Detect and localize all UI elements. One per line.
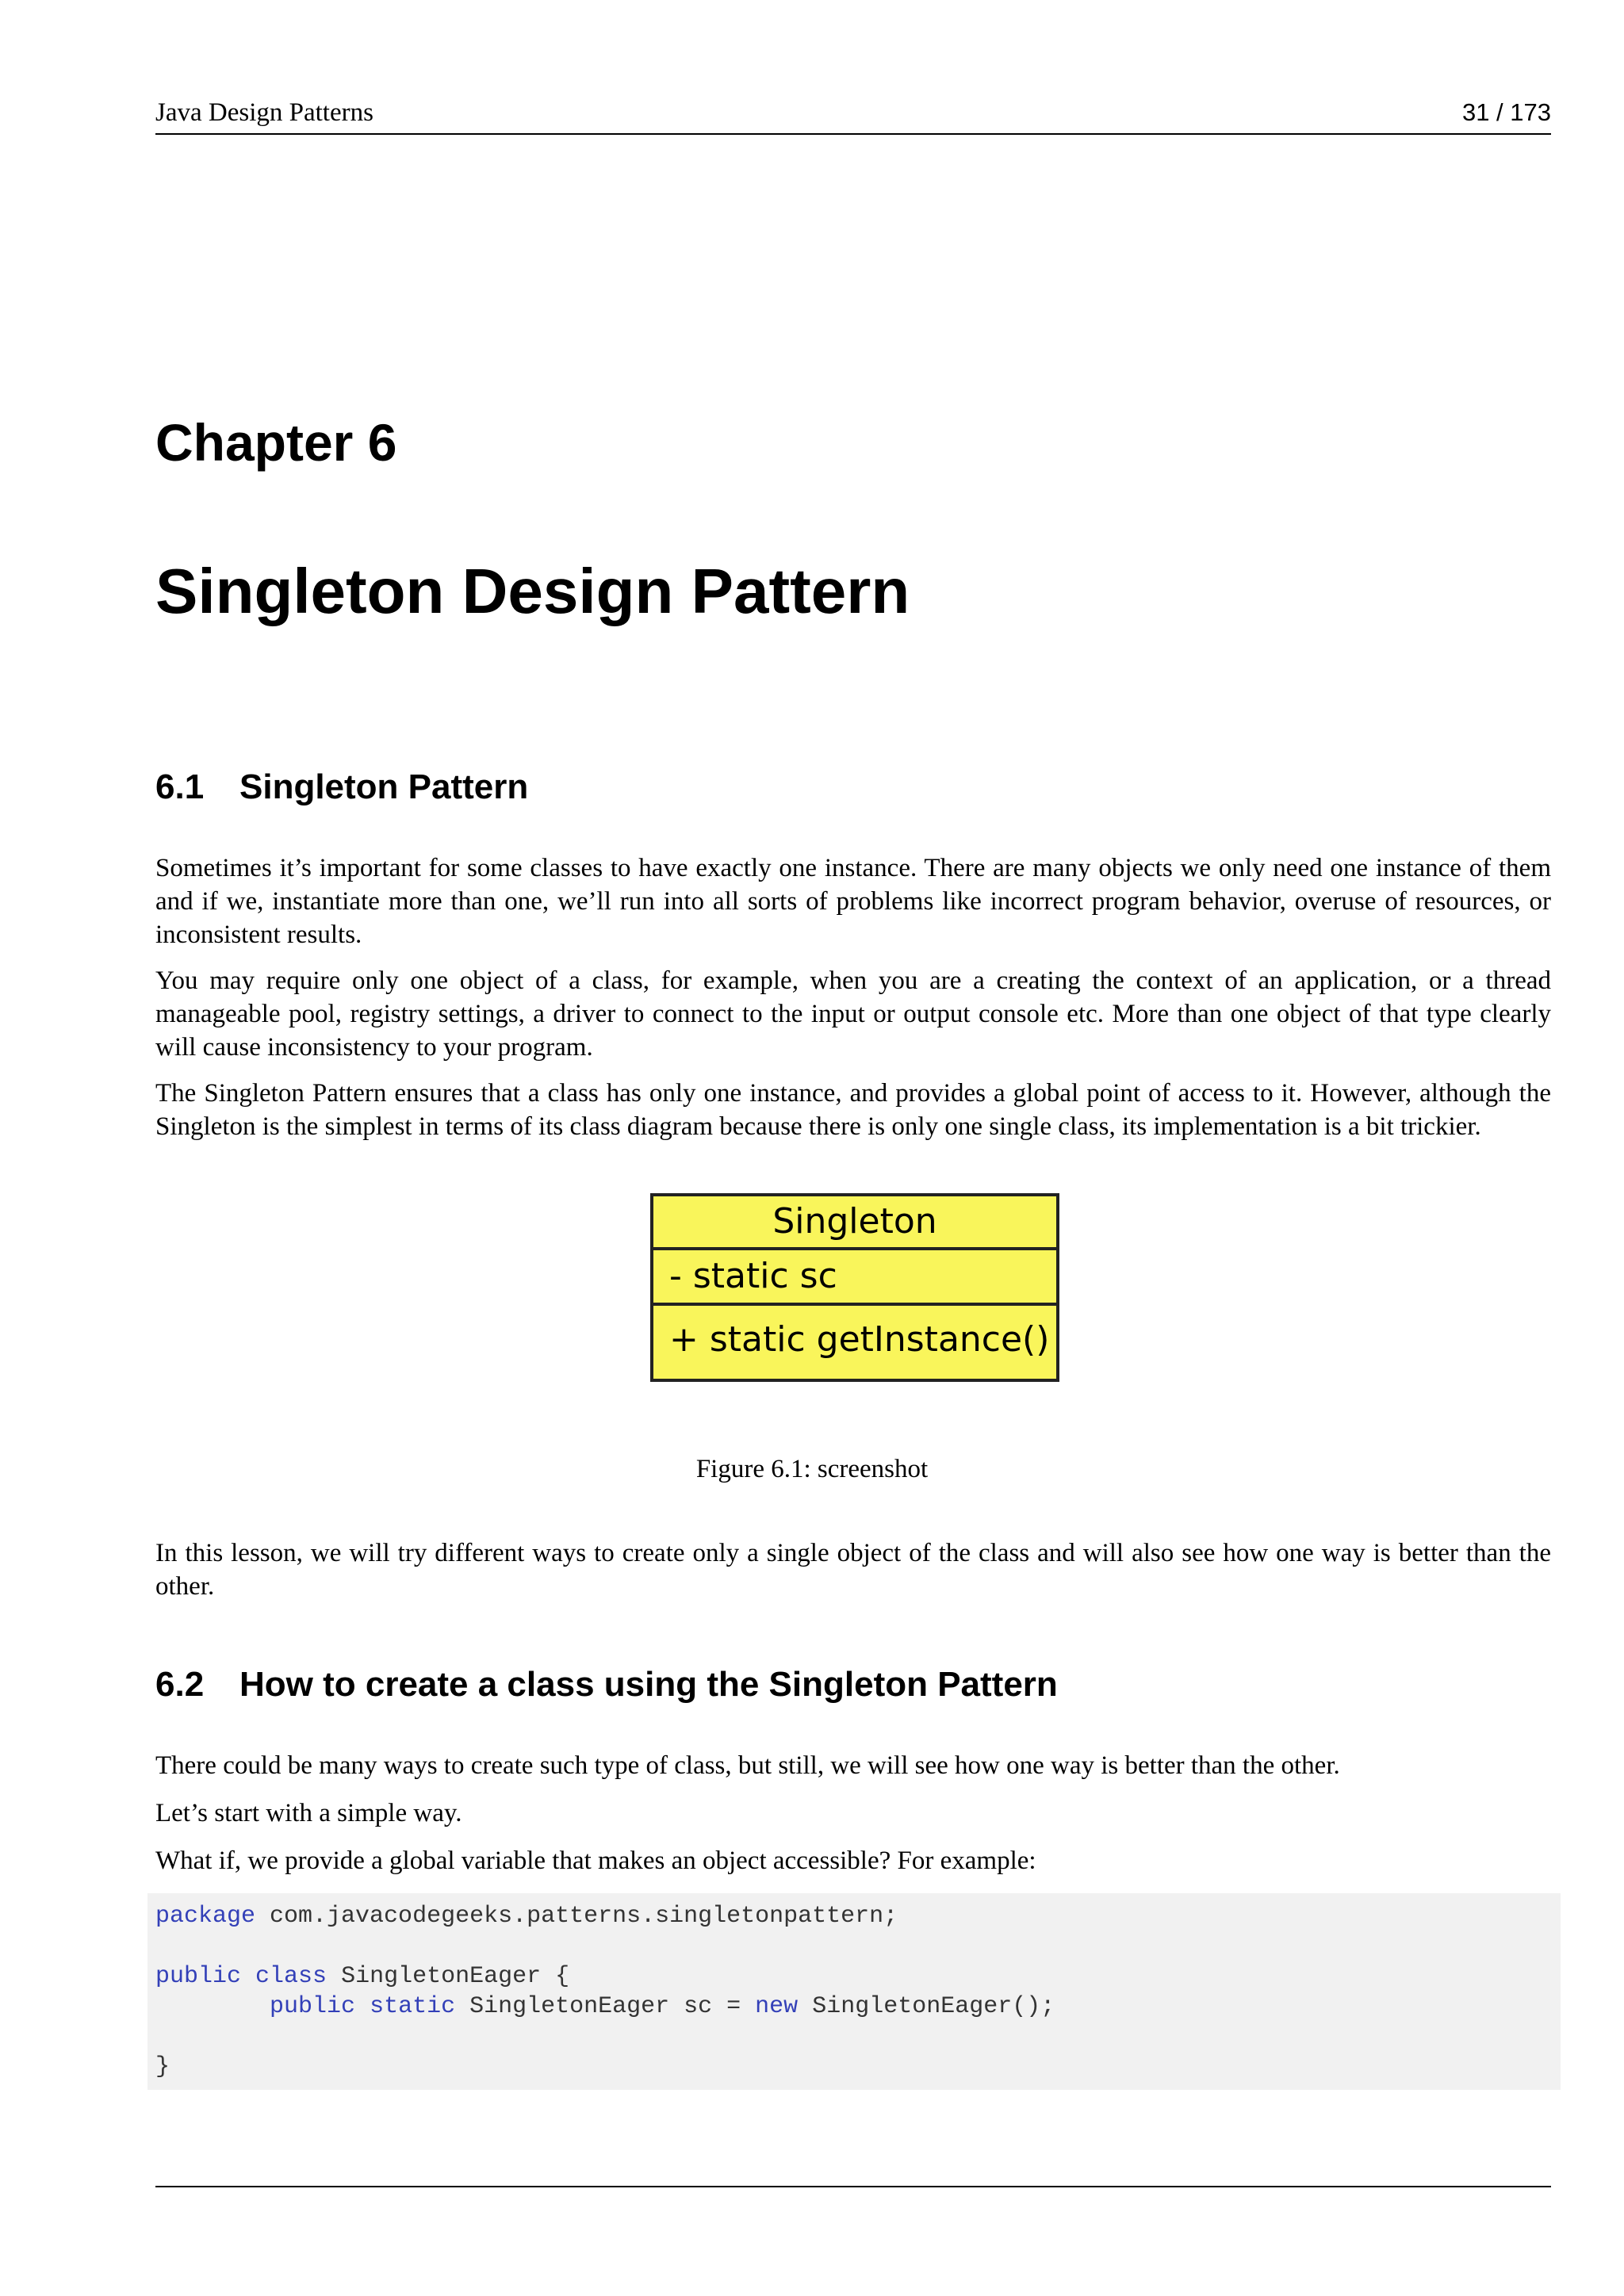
code-text: SingletonEager { (327, 1963, 570, 1990)
section-heading-6-1 (155, 767, 528, 807)
chapter-label: Chapter 6 (155, 413, 397, 472)
paragraph: What if, we provide a global variable that makes an object accessible? For example: (155, 1846, 1036, 1875)
code-keyword: public (270, 1993, 356, 2020)
paragraph: Sometimes it’s important for some classes to have exactly one instance. There are many objects we only need one instance of them and if we, instantiate more than one, we’ll run into all sorts of problems like incorrect program behavior, overuse of resources, or inconsistent results. (155, 854, 1551, 949)
section-heading-6-2 (155, 1665, 1058, 1705)
section-number: 6.2 (155, 1665, 205, 1704)
section-number: 6.1 (155, 767, 205, 806)
code-block (147, 1893, 1561, 2090)
paragraph: The Singleton Pattern ensures that a class has only one instance, and provides a global point of access to it. However, although the Singleton is the simplest in terms of its class diagram because there is only one single class, its implementation is a bit trickier. (155, 1079, 1551, 1141)
uml-class-diagram (650, 1193, 1059, 1382)
chapter-title: Singleton Design Pattern (155, 556, 910, 626)
uml-attribute: - static sc (653, 1250, 1056, 1306)
paragraph: In this lesson, we will try different ways to create only a single object of the class and will also see how one way is better than the other. (155, 1539, 1551, 1601)
code-text: com.javacodegeeks.patterns.singletonpattern; (255, 1903, 898, 1930)
paragraph: There could be many ways to create such type of class, but still, we will see how one way is better than the other. (155, 1751, 1340, 1780)
code-indent (155, 1993, 270, 2020)
uml-class-name: Singleton (653, 1196, 1056, 1250)
code-keyword: new (755, 1993, 799, 2020)
header-page-number: 31 / 173 (1461, 98, 1551, 126)
uml-method: + static getInstance() (669, 1319, 1050, 1360)
paragraph: Let’s start with a simple way. (155, 1799, 462, 1827)
code-line (155, 1992, 1055, 2022)
paragraph: You may require only one object of a class, for example, when you are a creating the context of an application, or a thread manageable pool, registry settings, a driver to connect to the input or output console etc. More than one object of that type clearly will cause inconsistency to your program. (155, 966, 1551, 1062)
page-header (155, 94, 1551, 135)
code-keyword: class (255, 1963, 327, 1990)
code-keyword: static (370, 1993, 456, 2020)
code-keyword: public (155, 1963, 242, 1990)
footer-rule (155, 2186, 1551, 2187)
figure-caption: Figure 6.1: screenshot (695, 1455, 929, 1483)
code-line (155, 1961, 569, 1992)
code-text: SingletonEager(); (798, 1993, 1055, 2020)
section-title: How to create a class using the Singleton Pattern (239, 1665, 1058, 1704)
code-line (155, 1901, 898, 1931)
code-keyword: package (155, 1903, 256, 1930)
section-title: Singleton Pattern (239, 767, 529, 806)
header-title: Java Design Patterns (155, 98, 373, 127)
code-line: } (155, 2053, 170, 2080)
code-text: SingletonEager sc = (455, 1993, 756, 2020)
